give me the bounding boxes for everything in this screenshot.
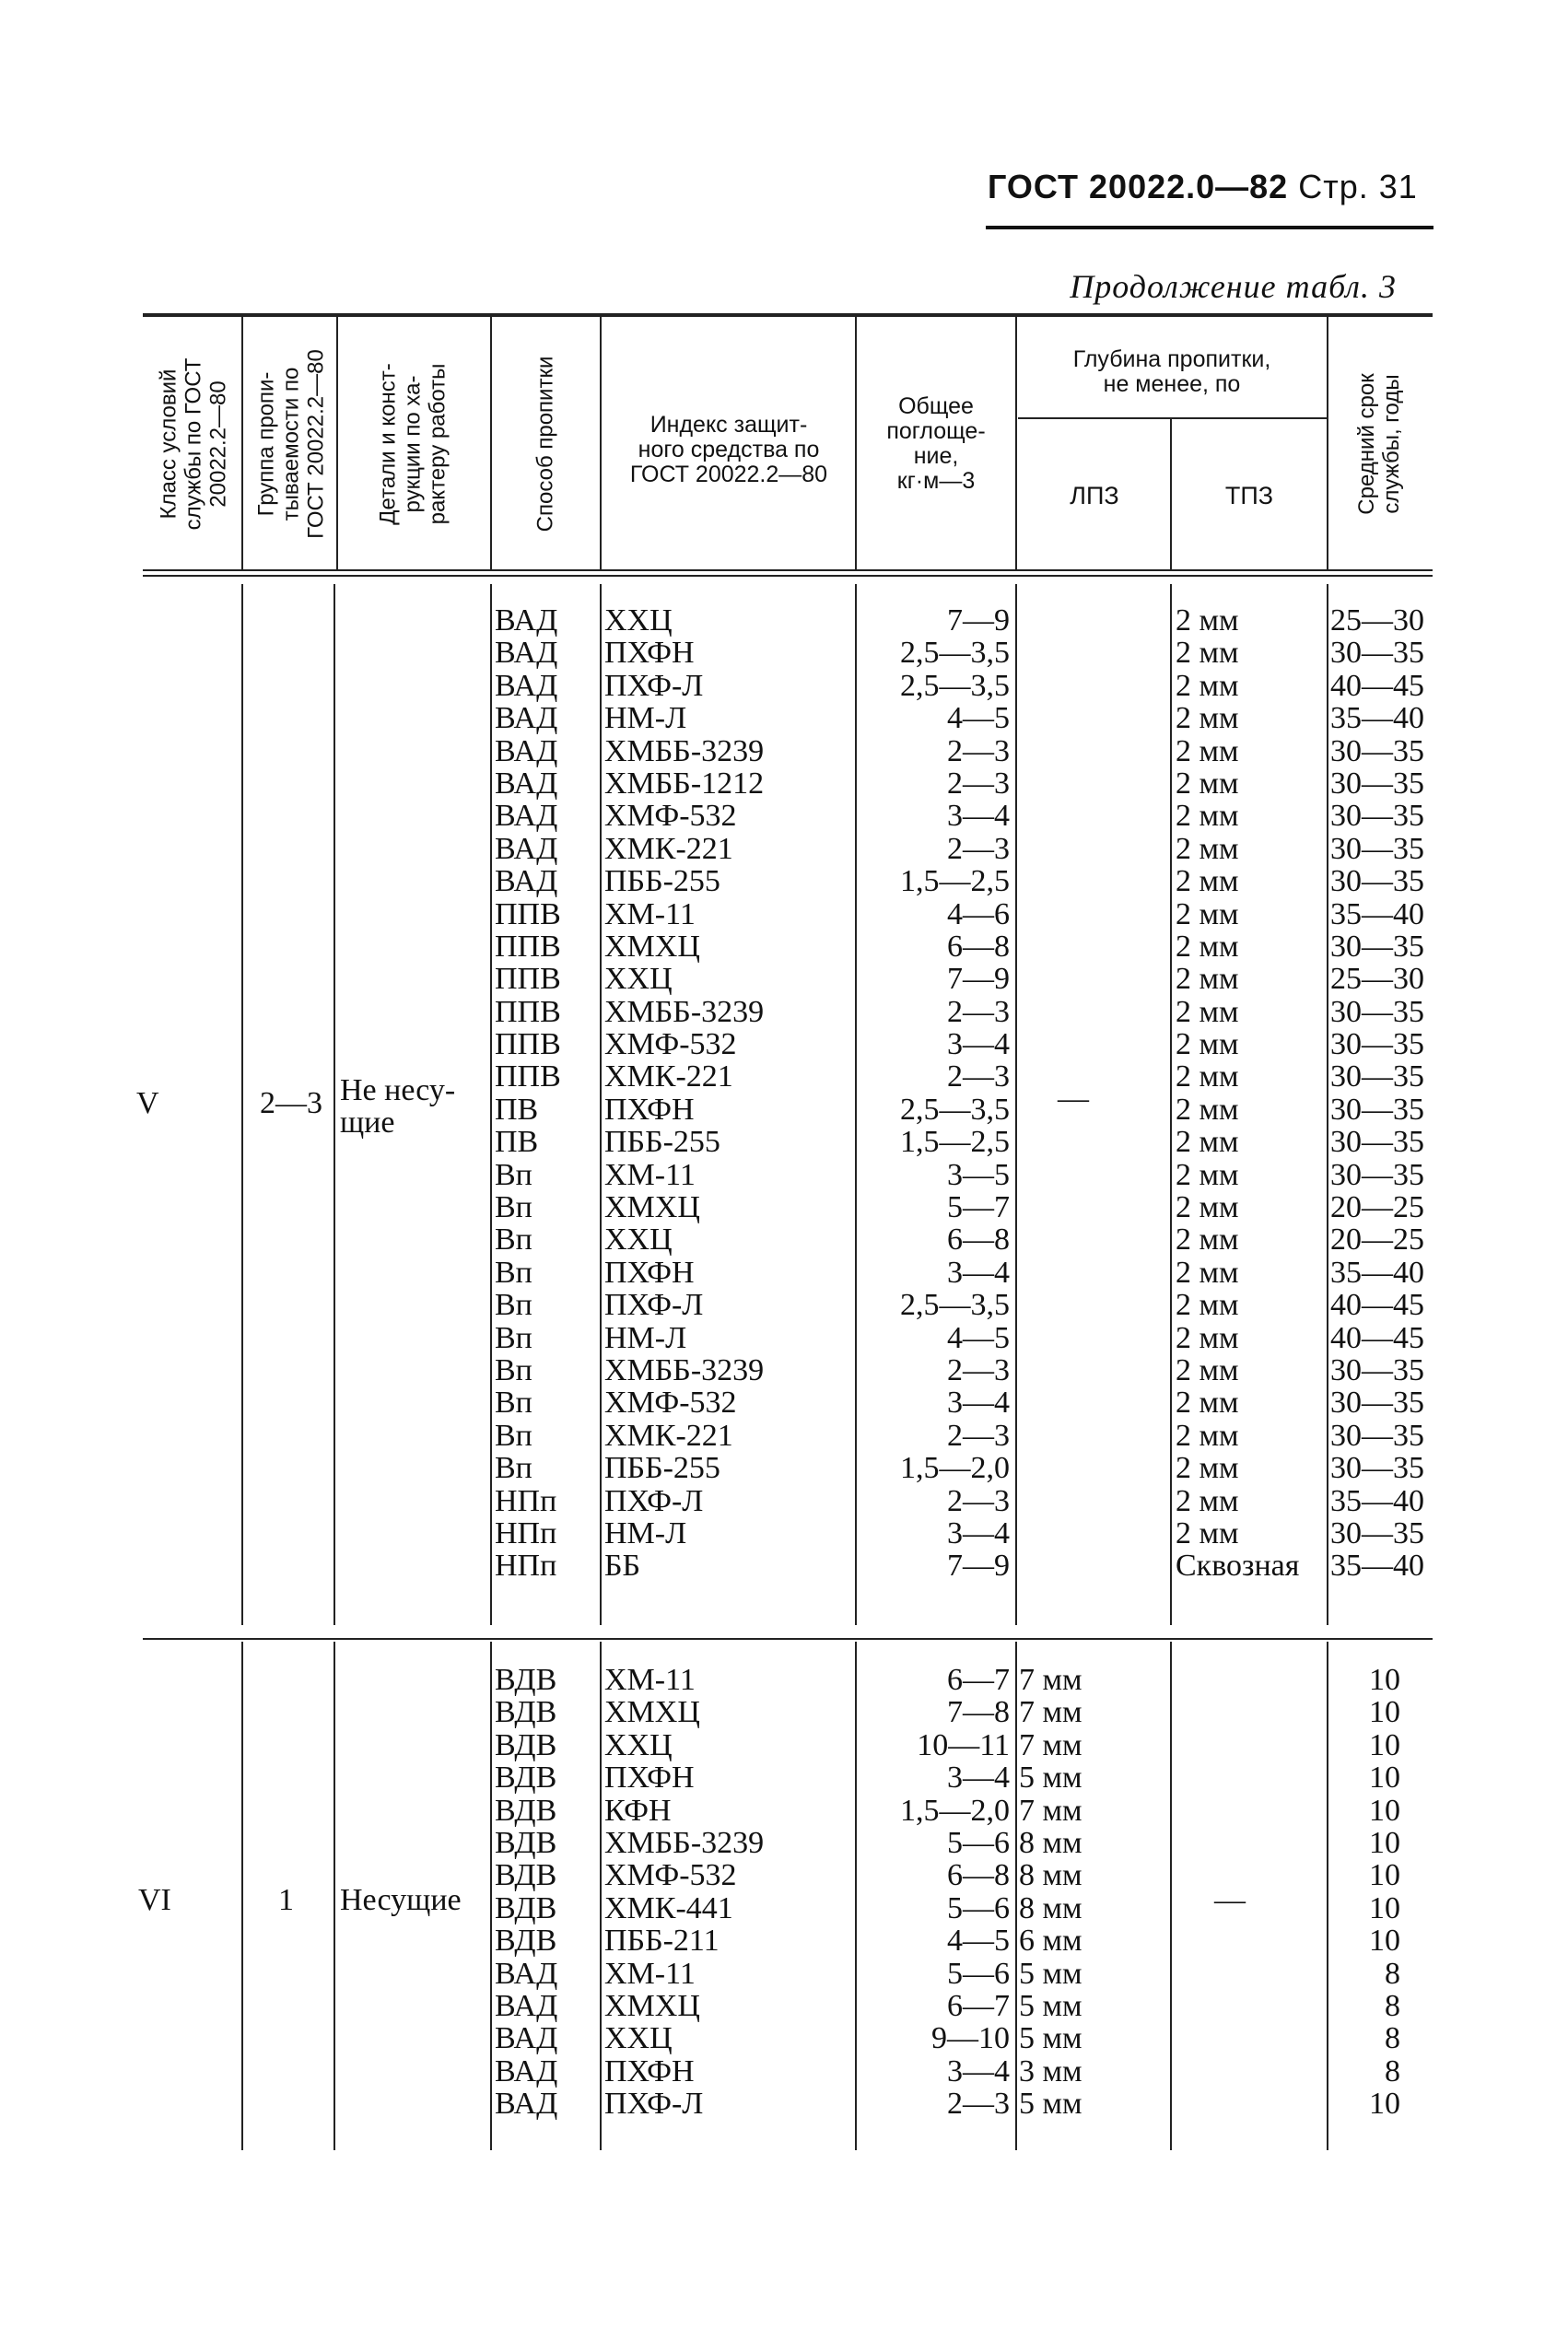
- absorption-cell: 2,5—3,5: [900, 636, 1010, 671]
- lpz-cell: 5 мм: [1019, 1988, 1082, 2023]
- tpz-cell: 2 мм: [1176, 1451, 1239, 1486]
- index-cell: ХМФ-532: [604, 799, 737, 834]
- life-cell: 30—35: [1330, 864, 1424, 899]
- method-cell: ПВ: [495, 1125, 539, 1160]
- method-cell: Вп: [495, 1320, 532, 1355]
- life-cell: 30—35: [1330, 994, 1424, 1029]
- absorption-cell: 2,5—3,5: [900, 1092, 1010, 1127]
- lpz-cell: 6 мм: [1019, 1924, 1082, 1959]
- header-parts-text: Детали и конст- рукции по ха- рактеру работы: [375, 363, 451, 525]
- life-cell: 35—40: [1330, 896, 1424, 931]
- index-column: [604, 604, 764, 1583]
- method-cell: ППВ: [495, 929, 561, 964]
- absorption-cell: 3—4: [947, 799, 1010, 834]
- tpz-cell: 2 мм: [1176, 1288, 1239, 1323]
- index-cell: НМ-Л: [604, 701, 687, 736]
- method-cell: ВДВ: [495, 1793, 557, 1828]
- method-cell: ВДВ: [495, 1695, 557, 1730]
- tpz-cell: 2 мм: [1176, 701, 1239, 736]
- tpz-cell: 2 мм: [1176, 733, 1239, 768]
- method-cell: Вп: [495, 1157, 532, 1192]
- absorption-cell: 4—6: [947, 896, 1010, 931]
- tpz-cell: 2 мм: [1176, 1418, 1239, 1453]
- method-cell: ВАД: [495, 1956, 558, 1991]
- index-cell: ХМХЦ: [604, 1190, 700, 1225]
- method-cell: ВАД: [495, 2021, 558, 2056]
- life-cell: 8: [1385, 2053, 1400, 2088]
- method-cell: ВДВ: [495, 1727, 557, 1762]
- index-cell: ХМ-11: [604, 896, 696, 931]
- lpz-cell: 7 мм: [1019, 1727, 1082, 1762]
- absorption-cell: 5—6: [947, 1890, 1010, 1925]
- col-line: [241, 317, 243, 571]
- absorption-cell: 9—10: [931, 2021, 1010, 2056]
- method-cell: ВАД: [495, 766, 558, 801]
- index-cell: ПХФН: [604, 2053, 695, 2088]
- method-cell: ВАД: [495, 1988, 558, 2023]
- absorption-cell: 2—3: [947, 1059, 1010, 1094]
- col-line: [241, 1642, 243, 2150]
- col-line: [1327, 317, 1328, 571]
- header-absorption-text: Общее поглоще- ние, кг·м—3: [886, 393, 986, 494]
- tpz-cell: 2 мм: [1176, 1515, 1239, 1550]
- absorption-cell: 4—5: [947, 1924, 1010, 1959]
- life-cell: 30—35: [1330, 1157, 1424, 1192]
- life-cell: 30—35: [1330, 1386, 1424, 1421]
- life-cell: 10: [1369, 1761, 1400, 1796]
- col-line: [600, 1642, 602, 2150]
- col-line: [1015, 1642, 1017, 2150]
- life-cell: 10: [1369, 1924, 1400, 1959]
- life-cell: 30—35: [1330, 1515, 1424, 1550]
- absorption-cell: 3—4: [947, 1761, 1010, 1796]
- life-cell: 30—35: [1330, 799, 1424, 834]
- parts-cell: Несущие: [340, 1883, 462, 1917]
- index-cell: ХМХЦ: [604, 929, 700, 964]
- tpz-cell: 2 мм: [1176, 1352, 1239, 1387]
- tpz-cell: 2 мм: [1176, 831, 1239, 866]
- absorption-cell: 6—8: [947, 1858, 1010, 1893]
- index-cell: ХМ-11: [604, 1157, 696, 1192]
- index-cell: ХМХЦ: [604, 1988, 700, 2023]
- index-cell: ХХЦ: [604, 603, 673, 638]
- life-cell: 35—40: [1330, 701, 1424, 736]
- method-cell: ВАД: [495, 831, 558, 866]
- tpz-cell: 2 мм: [1176, 1222, 1239, 1258]
- col-line: [336, 317, 338, 571]
- index-cell: ПББ-211: [604, 1924, 720, 1959]
- continuation-label: Продолжение табл. 3: [1070, 268, 1397, 305]
- absorption-cell: 7—9: [947, 1549, 1010, 1584]
- lpz-cell: 8 мм: [1019, 1825, 1082, 1860]
- method-cell: Вп: [495, 1451, 532, 1486]
- col-line: [1170, 419, 1172, 571]
- col-line: [241, 584, 243, 1625]
- header-absorption: [859, 394, 1013, 494]
- index-cell: НМ-Л: [604, 1320, 687, 1355]
- absorption-cell: 3—5: [947, 1157, 1010, 1192]
- lpz-cell: 5 мм: [1019, 2021, 1082, 2056]
- absorption-cell: 2—3: [947, 1418, 1010, 1453]
- life-cell: 30—35: [1330, 1418, 1424, 1453]
- index-cell: ПББ-255: [604, 1451, 720, 1486]
- life-cell: 10: [1369, 1695, 1400, 1730]
- index-cell: ХМФ-532: [604, 1386, 737, 1421]
- method-cell: ПВ: [495, 1092, 539, 1127]
- index-cell: ПХФН: [604, 1255, 695, 1290]
- life-column: [1330, 604, 1424, 1583]
- header-bottom-rule-2: [143, 575, 1433, 577]
- method-cell: ВАД: [495, 733, 558, 768]
- index-cell: ХМББ-3239: [604, 733, 765, 768]
- index-cell: ПХФ-Л: [604, 668, 704, 703]
- method-cell: ВАД: [495, 603, 558, 638]
- group-cell: 2—3: [260, 1086, 322, 1120]
- class-cell: VI: [138, 1883, 171, 1917]
- col-line: [855, 317, 857, 571]
- col-line: [1015, 317, 1017, 571]
- index-cell: КФН: [604, 1793, 672, 1828]
- lpz-cell: 3 мм: [1019, 2053, 1082, 2088]
- col-line: [855, 584, 857, 1625]
- life-cell: 25—30: [1330, 603, 1424, 638]
- col-line: [600, 584, 602, 1625]
- lpz-cell: 8 мм: [1019, 1858, 1082, 1893]
- absorption-cell: 3—4: [947, 1027, 1010, 1062]
- method-cell: ВДВ: [495, 1924, 557, 1959]
- absorption-cell: 6—7: [947, 1988, 1010, 2023]
- absorption-cell: 1,5—2,0: [900, 1451, 1010, 1486]
- col-line: [490, 317, 492, 571]
- method-cell: ВАД: [495, 864, 558, 899]
- parts-cell: Не несу- щие: [340, 1073, 456, 1140]
- col-line: [333, 1642, 335, 2150]
- index-cell: ХМ-11: [604, 1956, 696, 1991]
- method-cell: ВДВ: [495, 1663, 557, 1697]
- index-cell: ПХФН: [604, 1092, 695, 1127]
- life-cell: 40—45: [1330, 1288, 1424, 1323]
- index-cell: ББ: [604, 1549, 641, 1584]
- life-cell: 30—35: [1330, 1352, 1424, 1387]
- life-cell: 10: [1369, 1825, 1400, 1860]
- col-line: [1170, 1642, 1172, 2150]
- index-cell: ХМХЦ: [604, 1695, 700, 1730]
- header-rule: [986, 226, 1433, 229]
- index-cell: ПХФ-Л: [604, 1288, 704, 1323]
- method-cell: ВАД: [495, 2053, 558, 2088]
- index-cell: ХХЦ: [604, 962, 673, 997]
- header-index-text: Индекс защит- ного средства по ГОСТ 20022.2—80: [629, 412, 828, 487]
- tpz-cell: 2 мм: [1176, 1125, 1239, 1160]
- method-cell: Вп: [495, 1288, 532, 1323]
- col-line: [1170, 584, 1172, 1625]
- lpz-cell: 5 мм: [1019, 1956, 1082, 1991]
- method-cell: ВДВ: [495, 1825, 557, 1860]
- index-cell: ПХФ-Л: [604, 2087, 704, 2122]
- method-cell: ВДВ: [495, 1858, 557, 1893]
- tpz-cell: 2 мм: [1176, 603, 1239, 638]
- absorption-cell: 2—3: [947, 2087, 1010, 2122]
- tpz-cell: 2 мм: [1176, 896, 1239, 931]
- tpz-cell: 2 мм: [1176, 1386, 1239, 1421]
- index-cell: НМ-Л: [604, 1515, 687, 1550]
- life-cell: 25—30: [1330, 962, 1424, 997]
- header-depth-text: Глубина пропитки, не менее, по: [1072, 346, 1271, 397]
- index-column: [604, 1664, 764, 2120]
- absorption-column: [859, 1664, 1010, 2120]
- method-cell: НПп: [495, 1515, 557, 1550]
- absorption-cell: 5—7: [947, 1190, 1010, 1225]
- method-cell: ППВ: [495, 896, 561, 931]
- tpz-cell: 2 мм: [1176, 1092, 1239, 1127]
- index-cell: ПББ-255: [604, 1125, 720, 1160]
- tpz-merged-cell: —: [1214, 1883, 1246, 1917]
- tpz-cell: 2 мм: [1176, 1320, 1239, 1355]
- absorption-cell: 4—5: [947, 1320, 1010, 1355]
- absorption-cell: 2—3: [947, 766, 1010, 801]
- life-cell: 35—40: [1330, 1483, 1424, 1518]
- col-line: [855, 1642, 857, 2150]
- tpz-cell: 2 мм: [1176, 799, 1239, 834]
- col-line: [1327, 584, 1328, 1625]
- absorption-cell: 7—8: [947, 1695, 1010, 1730]
- absorption-cell: 3—4: [947, 2053, 1010, 2088]
- absorption-cell: 5—6: [947, 1825, 1010, 1860]
- life-cell: 40—45: [1330, 668, 1424, 703]
- index-cell: ПББ-255: [604, 864, 720, 899]
- method-column: [495, 1664, 557, 2120]
- method-cell: ВАД: [495, 636, 558, 671]
- method-cell: ВАД: [495, 701, 558, 736]
- page-number: Стр. 31: [1298, 168, 1418, 205]
- method-column: [495, 604, 561, 1583]
- absorption-cell: 3—4: [947, 1255, 1010, 1290]
- tpz-cell: 2 мм: [1176, 1059, 1239, 1094]
- absorption-cell: 6—8: [947, 1222, 1010, 1258]
- group-cell: 1: [278, 1883, 294, 1917]
- header-method-text: Способ пропитки: [532, 356, 558, 532]
- tpz-cell: 2 мм: [1176, 1157, 1239, 1192]
- absorption-cell: 1,5—2,0: [900, 1793, 1010, 1828]
- method-cell: ВАД: [495, 799, 558, 834]
- method-cell: НПп: [495, 1483, 557, 1518]
- lpz-cell: 7 мм: [1019, 1695, 1082, 1730]
- lpz-merged-cell: —: [1058, 1082, 1089, 1116]
- life-cell: 10: [1369, 1663, 1400, 1697]
- method-cell: ППВ: [495, 962, 561, 997]
- life-cell: 10: [1369, 2087, 1400, 2122]
- life-cell: 8: [1385, 2021, 1400, 2056]
- lpz-cell: 7 мм: [1019, 1663, 1082, 1697]
- index-cell: ПХФН: [604, 636, 695, 671]
- life-cell: 30—35: [1330, 1027, 1424, 1062]
- life-cell: 35—40: [1330, 1255, 1424, 1290]
- absorption-cell: 1,5—2,5: [900, 1125, 1010, 1160]
- index-cell: ХМББ-1212: [604, 766, 765, 801]
- index-cell: ХХЦ: [604, 1727, 673, 1762]
- index-cell: ХМК-221: [604, 831, 733, 866]
- index-cell: ХМФ-532: [604, 1858, 737, 1893]
- lpz-column: [1019, 1664, 1082, 2120]
- index-cell: ХМ-11: [604, 1663, 696, 1697]
- tpz-cell: 2 мм: [1176, 668, 1239, 703]
- tpz-cell: 2 мм: [1176, 962, 1239, 997]
- lpz-cell: 5 мм: [1019, 2087, 1082, 2122]
- life-cell: 35—40: [1330, 1549, 1424, 1584]
- life-cell: 30—35: [1330, 766, 1424, 801]
- index-cell: ХМББ-3239: [604, 1825, 765, 1860]
- tpz-column: [1176, 604, 1299, 1583]
- header-class-text: Класс условий службы по ГОСТ 20022.2—80: [156, 357, 231, 531]
- gost-number: ГОСТ 20022.0—82: [988, 168, 1289, 205]
- header-lpz: ЛПЗ: [1070, 482, 1119, 509]
- method-cell: Вп: [495, 1255, 532, 1290]
- method-cell: Вп: [495, 1386, 532, 1421]
- header-depth: [1019, 347, 1325, 397]
- lpz-cell: 5 мм: [1019, 1761, 1082, 1796]
- life-cell: 30—35: [1330, 1059, 1424, 1094]
- method-cell: ППВ: [495, 1027, 561, 1062]
- lpz-cell: 7 мм: [1019, 1793, 1082, 1828]
- index-cell: ХМФ-532: [604, 1027, 737, 1062]
- tpz-cell: 2 мм: [1176, 1190, 1239, 1225]
- absorption-cell: 2,5—3,5: [900, 1288, 1010, 1323]
- index-cell: ПХФН: [604, 1761, 695, 1796]
- index-cell: ХМК-221: [604, 1418, 733, 1453]
- class-cell: V: [136, 1086, 159, 1120]
- method-cell: Вп: [495, 1352, 532, 1387]
- index-cell: ХМББ-3239: [604, 994, 765, 1029]
- tpz-cell: 2 мм: [1176, 929, 1239, 964]
- method-cell: ППВ: [495, 994, 561, 1029]
- life-cell: 40—45: [1330, 1320, 1424, 1355]
- life-cell: 10: [1369, 1890, 1400, 1925]
- life-cell: 30—35: [1330, 1125, 1424, 1160]
- method-cell: ВДВ: [495, 1890, 557, 1925]
- life-cell: 30—35: [1330, 1451, 1424, 1486]
- method-cell: Вп: [495, 1190, 532, 1225]
- life-cell: 10: [1369, 1858, 1400, 1893]
- tpz-cell: 2 мм: [1176, 1483, 1239, 1518]
- absorption-cell: 3—4: [947, 1515, 1010, 1550]
- absorption-cell: 2—3: [947, 733, 1010, 768]
- tpz-cell: 2 мм: [1176, 1255, 1239, 1290]
- absorption-cell: 2—3: [947, 994, 1010, 1029]
- life-cell: 30—35: [1330, 1092, 1424, 1127]
- index-cell: ХМК-441: [604, 1890, 733, 1925]
- life-cell: 10: [1369, 1793, 1400, 1828]
- col-line: [333, 584, 335, 1625]
- absorption-cell: 3—4: [947, 1386, 1010, 1421]
- tpz-cell: 2 мм: [1176, 994, 1239, 1029]
- page-header: [988, 168, 1418, 206]
- tpz-cell: 2 мм: [1176, 1027, 1239, 1062]
- absorption-cell: 6—7: [947, 1663, 1010, 1697]
- absorption-cell: 5—6: [947, 1956, 1010, 1991]
- col-line: [600, 317, 602, 571]
- index-cell: ХМК-221: [604, 1059, 733, 1094]
- header-index: [603, 413, 854, 487]
- absorption-cell: 6—8: [947, 929, 1010, 964]
- tpz-cell: Сквозная: [1176, 1549, 1300, 1584]
- index-cell: ХХЦ: [604, 1222, 673, 1258]
- absorption-cell: 4—5: [947, 701, 1010, 736]
- life-cell: 8: [1385, 1956, 1400, 1991]
- col-line: [1015, 584, 1017, 1625]
- header-group-text: Группа пропи- тываемости по ГОСТ 20022.2—80: [253, 349, 329, 539]
- method-cell: НПп: [495, 1549, 557, 1584]
- method-cell: Вп: [495, 1418, 532, 1453]
- col-line: [1327, 1642, 1328, 2150]
- life-cell: 30—35: [1330, 636, 1424, 671]
- absorption-cell: 2—3: [947, 1352, 1010, 1387]
- header-life-text: Средний срок службы, годы: [1354, 373, 1404, 515]
- absorption-cell: 7—9: [947, 603, 1010, 638]
- life-cell: 30—35: [1330, 831, 1424, 866]
- absorption-cell: 2,5—3,5: [900, 668, 1010, 703]
- lpz-cell: 8 мм: [1019, 1890, 1082, 1925]
- life-cell: 30—35: [1330, 733, 1424, 768]
- life-cell: 20—25: [1330, 1190, 1424, 1225]
- tpz-cell: 2 мм: [1176, 766, 1239, 801]
- header-tpz: ТПЗ: [1224, 482, 1274, 509]
- method-cell: Вп: [495, 1222, 532, 1258]
- index-cell: ПХФ-Л: [604, 1483, 704, 1518]
- section-separator: [143, 1638, 1433, 1640]
- method-cell: ППВ: [495, 1059, 561, 1094]
- life-cell: 10: [1369, 1727, 1400, 1762]
- method-cell: ВДВ: [495, 1761, 557, 1796]
- life-cell: 20—25: [1330, 1222, 1424, 1258]
- absorption-cell: 10—11: [917, 1727, 1010, 1762]
- index-cell: ХМББ-3239: [604, 1352, 765, 1387]
- life-column: [1330, 1664, 1400, 2120]
- index-cell: ХХЦ: [604, 2021, 673, 2056]
- col-line: [490, 1642, 492, 2150]
- life-cell: 8: [1385, 1988, 1400, 2023]
- absorption-cell: 2—3: [947, 1483, 1010, 1518]
- absorption-column: [859, 604, 1010, 1583]
- absorption-cell: 7—9: [947, 962, 1010, 997]
- method-cell: ВАД: [495, 668, 558, 703]
- depth-subheader-rule: [1018, 417, 1327, 419]
- tpz-cell: 2 мм: [1176, 636, 1239, 671]
- absorption-cell: 1,5—2,5: [900, 864, 1010, 899]
- tpz-cell: 2 мм: [1176, 864, 1239, 899]
- life-cell: 30—35: [1330, 929, 1424, 964]
- col-line: [490, 584, 492, 1625]
- method-cell: ВАД: [495, 2087, 558, 2122]
- absorption-cell: 2—3: [947, 831, 1010, 866]
